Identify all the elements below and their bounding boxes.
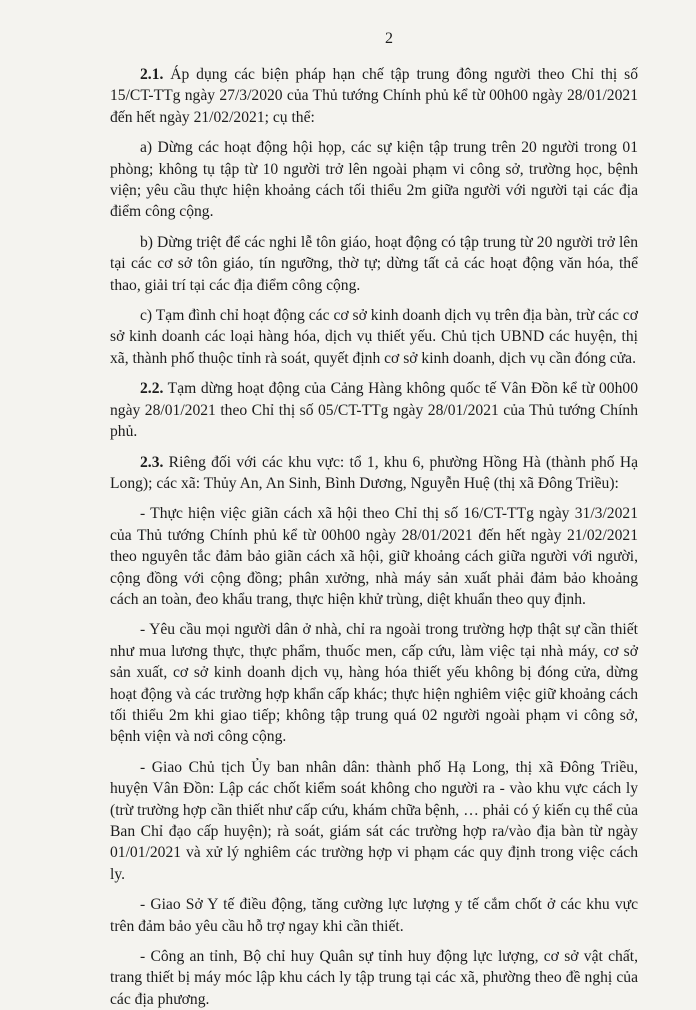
paragraph-2-3: [110, 452, 638, 495]
paragraph-2-2: [110, 378, 638, 442]
paragraph-text: - Công an tỉnh, Bộ chỉ huy Quân sự tỉnh huy động lực lượng, cơ sở vật chất, trang thiết bị máy móc lập khu cách ly tập trung tại các xã, phường theo đề nghị của các địa phương.: [110, 948, 638, 1008]
paragraph-2-1: [110, 64, 638, 128]
paragraph-2-1-b: [110, 232, 638, 296]
page-number: 2: [385, 30, 393, 47]
paragraph-text: c) Tạm đình chỉ hoạt động các cơ sở kinh doanh dịch vụ trên địa bàn, trừ các cơ sở kinh doanh các loại hàng hóa, dịch vụ thiết yếu. Chủ tịch UBND các huyện, thị xã, thành phố thuộc tỉnh rà soát, quyết định cơ sở kinh doanh, dịch vụ cần đóng cửa.: [110, 307, 638, 367]
paragraph-2-3-bullet-2: [110, 619, 638, 747]
paragraph-text: - Yêu cầu mọi người dân ở nhà, chỉ ra ngoài trong trường hợp thật sự cần thiết như mua lương thực, thực phẩm, thuốc men, cấp cứu, làm việc tại nhà máy, cơ sở sản xuất, cơ sở kinh doanh dịch vụ, hàng hóa thiết yếu không bị đóng cửa, dừng hoạt động và các trường hợp khẩn cấp khác; thực hiện nghiêm việc giữ khoảng cách tối thiểu 2m khi giao tiếp; không tập trung quá 02 người ngoài phạm vi công sở, bệnh viện và nơi công cộng.: [110, 621, 638, 746]
paragraph-2-3-bullet-3: [110, 757, 638, 885]
paragraph-text: b) Dừng triệt để các nghi lễ tôn giáo, hoạt động có tập trung từ 20 người trở lên tại các cơ sở tôn giáo, tín ngưỡng, thờ tự; dừng tất cả các hoạt động văn hóa, thể thao, giải trí tại các địa điểm công cộng.: [110, 233, 638, 294]
paragraph-2-3-bullet-1: [110, 503, 638, 610]
paragraph-text: Tạm dừng hoạt động của Cảng Hàng không quốc tế Vân Đồn kể từ 00h00 ngày 28/01/2021 theo Chỉ thị số 05/CT-TTg ngày 28/01/2021 của Thủ tướng Chính phủ.: [110, 380, 638, 441]
paragraph-text: - Giao Chủ tịch Ủy ban nhân dân: thành phố Hạ Long, thị xã Đông Triều, huyện Vân Đồn: Lập các chốt kiểm soát không cho người ra - vào khu vực cách ly (trừ trường hợp cần thiết như cấp cứu, khám chữa bệnh, … phải có ý kiến cụ thể của Ban Chỉ đạo cấp huyện); rà soát, giám sát các trường hợp ra/vào địa bàn từ ngày 01/01/2021 và xử lý nghiêm các trường hợp vi phạm các quy định trong việc cách ly.: [110, 758, 638, 883]
paragraph-text: - Thực hiện việc giãn cách xã hội theo Chỉ thị số 16/CT-TTg ngày 31/3/2021 của Thủ tướng Chính phủ kể từ 00h00 ngày 28/01/2021 đến hết ngày 21/02/2021 theo nguyên tắc đảm bảo giãn cách xã hội, giữ khoảng cách giữa người với người, cộng đồng với cộng đồng; phân xưởng, nhà máy sản xuất phải đảm bảo khoảng cách an toàn, đeo khẩu trang, thực hiện khử trùng, diệt khuẩn theo quy định.: [110, 505, 638, 608]
paragraph-text: Riêng đối với các khu vực: tổ 1, khu 6, phường Hồng Hà (thành phố Hạ Long); các xã: Thủy An, An Sinh, Bình Dương, Nguyễn Huệ (thị xã Đông Triều):: [110, 453, 638, 492]
section-number: 2.3.: [140, 453, 164, 471]
section-number: 2.2.: [140, 380, 164, 398]
paragraph-2-3-bullet-4: [110, 894, 638, 937]
paragraph-2-1-c: [110, 305, 638, 369]
paragraph-text: Áp dụng các biện pháp hạn chế tập trung đông người theo Chỉ thị số 15/CT-TTg ngày 27/3/2020 của Thủ tướng Chính phủ kể từ 00h00 ngày 28/01/2021 đến hết ngày 21/02/2021; cụ thể:: [110, 66, 638, 126]
paragraph-2-3-bullet-5: [110, 946, 638, 1010]
paragraph-text: a) Dừng các hoạt động hội họp, các sự kiện tập trung trên 20 người trong 01 phòng; không tụ tập từ 10 người trở lên ngoài phạm vi công sở, trường học, bệnh viện; yêu cầu thực hiện khoảng cách tối thiểu 2m giữa người với người tại các địa điểm công cộng.: [110, 139, 638, 221]
section-number: 2.1.: [140, 66, 164, 83]
paragraph-text: - Giao Sở Y tế điều động, tăng cường lực lượng y tế cắm chốt ở các khu vực trên đảm bảo yêu cầu hỗ trợ ngay khi cần thiết.: [110, 896, 638, 935]
paragraph-2-1-a: [110, 137, 638, 223]
